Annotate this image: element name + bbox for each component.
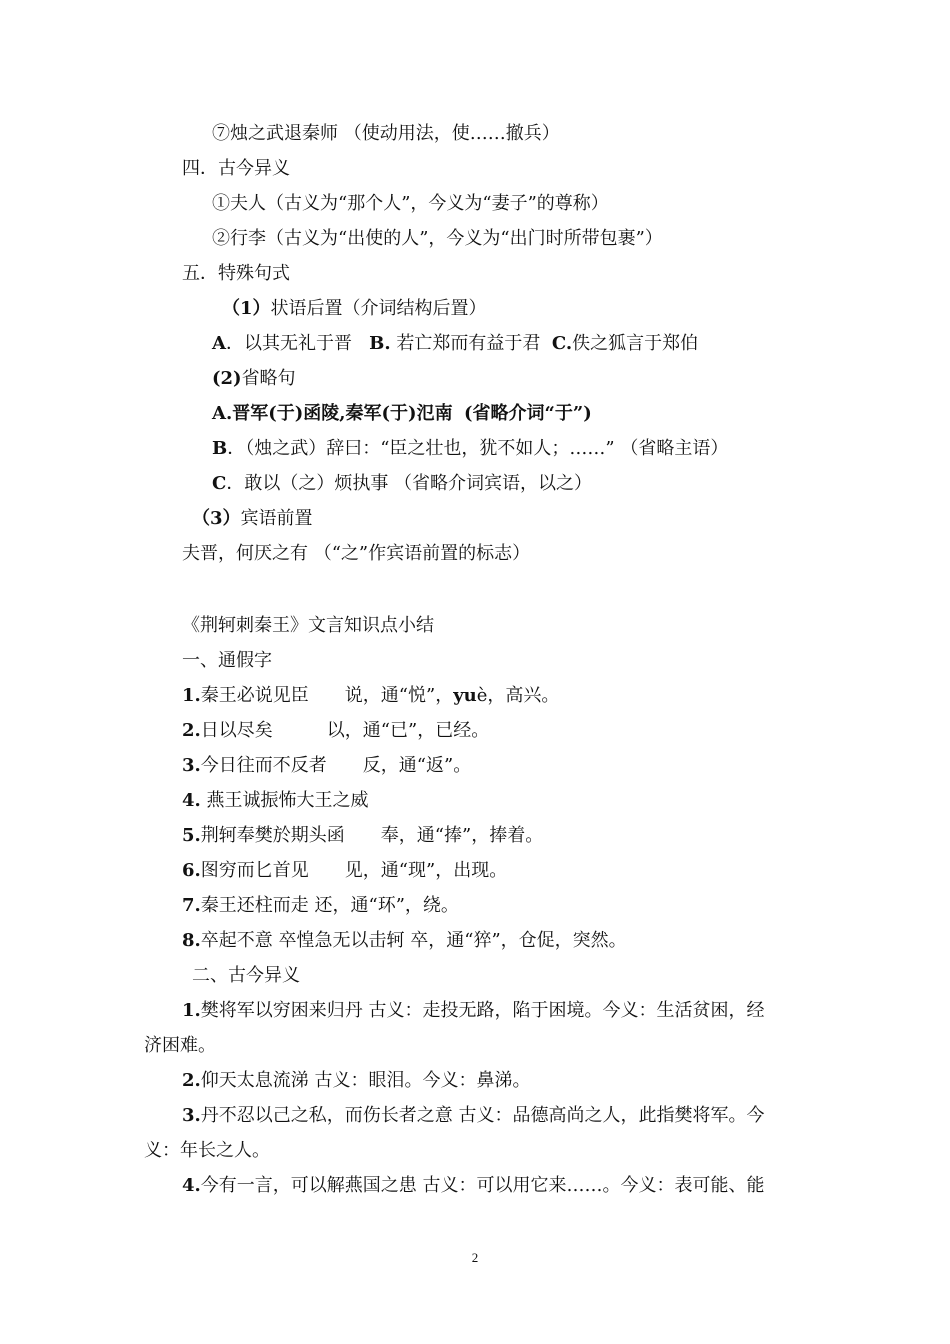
line-text: 今有一言，可以解燕国之患 古义：可以用它来……。今义：表可能、能 <box>200 1175 765 1196</box>
line-text: 宾语前置 <box>240 508 313 529</box>
subsection-heading <box>212 367 296 391</box>
line-text: 卒起不意 卒惶急无以击轲 卒，通“猝”，仓促，突然。 <box>200 930 627 951</box>
section-heading <box>182 157 290 181</box>
line-text: 荆轲奉樊於期头函 奉，通“捧”，捧着。 <box>200 825 544 846</box>
text-line <box>212 472 592 496</box>
line-text: 四．古今异义 <box>182 158 290 179</box>
list-item <box>182 859 507 883</box>
item-number: 4. <box>182 790 201 811</box>
item-letter: B <box>212 438 228 459</box>
item-number: 2. <box>182 1070 201 1091</box>
list-item <box>182 789 369 813</box>
document-heading <box>182 614 434 638</box>
list-item <box>182 754 471 778</box>
line-text: 今日往而不反者 反，通“返”。 <box>200 755 472 776</box>
line-text: 佚之狐言于郑伯 <box>572 333 699 354</box>
line-note: (省略介词“于”) <box>464 403 592 424</box>
line-text: 状语后置（介词结构后置） <box>270 298 487 319</box>
line-text: ．敢以（之）烦执事 （省略介词宾语，以之） <box>226 473 593 494</box>
line-text: 若亡郑而有益于君 <box>396 333 541 354</box>
line-text: 夫晋，何厌之有 （“之”作宾语前置的标志） <box>182 543 531 564</box>
list-item <box>182 824 543 848</box>
line-text: 日以尽矣 以，通“已”，已经。 <box>200 720 490 741</box>
line-text: ①夫人（古义为“那个人”，今义为“妻子”的尊称） <box>212 193 609 214</box>
item-number: （1） <box>222 298 271 319</box>
item-number: 2. <box>182 720 201 741</box>
text-line <box>212 437 728 461</box>
item-number: 1. <box>182 1000 201 1021</box>
item-letter: C <box>212 473 227 494</box>
item-letter: A. <box>212 403 233 424</box>
item-number: 4. <box>182 1175 201 1196</box>
section-heading <box>192 964 300 988</box>
subsection-heading <box>192 507 313 531</box>
line-text: 秦王还柱而走 还，通“环”，绕。 <box>200 895 459 916</box>
line-text: 义：年长之人。 <box>144 1140 270 1161</box>
list-item <box>182 929 627 953</box>
line-text: 仰天太息流涕 古义：眼泪。今义：鼻涕。 <box>200 1070 531 1091</box>
item-letter: C. <box>551 333 573 354</box>
line-text: 五．特殊句式 <box>182 263 290 284</box>
text-line <box>212 227 663 251</box>
text-line <box>182 542 530 566</box>
item-number: (2) <box>212 368 242 389</box>
item-letter: B. <box>369 333 391 354</box>
list-item <box>182 1104 765 1128</box>
line-text: 樊将军以穷困来归丹 古义：走投无路，陷于困境。今义：生活贫困，经 <box>200 1000 765 1021</box>
subsection-heading <box>222 297 487 321</box>
pinyin: yu <box>453 685 477 706</box>
line-text: 晋军(于)函陵,秦军(于)氾南 <box>232 403 453 424</box>
item-number: 6. <box>182 860 201 881</box>
section-heading <box>182 649 272 673</box>
line-text: 济困难。 <box>144 1035 216 1056</box>
list-item <box>182 894 459 918</box>
list-item <box>182 1069 531 1093</box>
item-number: （3） <box>192 508 241 529</box>
item-number: 3. <box>182 755 201 776</box>
line-text: è，高兴。 <box>476 685 560 706</box>
line-text: ⑦烛之武退秦师 （使动用法，使……撤兵） <box>212 123 560 144</box>
line-text: ．（烛之武）辞曰：“臣之壮也，犹不如人；……” （省略主语） <box>227 438 729 459</box>
list-item <box>182 719 489 743</box>
line-text: 二、古今异义 <box>192 965 300 986</box>
list-item <box>182 1174 765 1198</box>
list-item-continuation <box>144 1034 216 1058</box>
line-text: ②行李（古义为“出使的人”，今义为“出门时所带包裹”） <box>212 228 663 249</box>
item-number: 5. <box>182 825 201 846</box>
page-number: 2 <box>471 1250 479 1265</box>
item-number: 7. <box>182 895 201 916</box>
line-text: 秦王必说见臣 说，通“悦”， <box>200 685 454 706</box>
section-heading <box>182 262 290 286</box>
list-item <box>182 684 559 708</box>
text-line <box>212 402 592 426</box>
line-text: ．以其无礼于晋 <box>225 333 352 354</box>
text-line <box>212 122 560 146</box>
line-text: 丹不忍以己之私，而伤长者之意 古义：品德高尚之人，此指樊将军。今 <box>200 1105 765 1126</box>
line-text: 燕王诚振怖大王之威 <box>200 790 369 811</box>
list-item <box>182 999 765 1023</box>
line-text: 《荆轲刺秦王》文言知识点小结 <box>182 615 434 636</box>
line-text: 一、通假字 <box>182 650 272 671</box>
item-number: 1. <box>182 685 201 706</box>
item-number: 3. <box>182 1105 201 1126</box>
item-letter: A <box>212 333 226 354</box>
line-text: 图穷而匕首见 见，通“现”，出现。 <box>200 860 508 881</box>
text-line <box>212 332 698 356</box>
line-text: 省略句 <box>241 368 296 389</box>
list-item-continuation <box>144 1139 270 1163</box>
item-number: 8. <box>182 930 201 951</box>
text-line <box>212 192 609 216</box>
